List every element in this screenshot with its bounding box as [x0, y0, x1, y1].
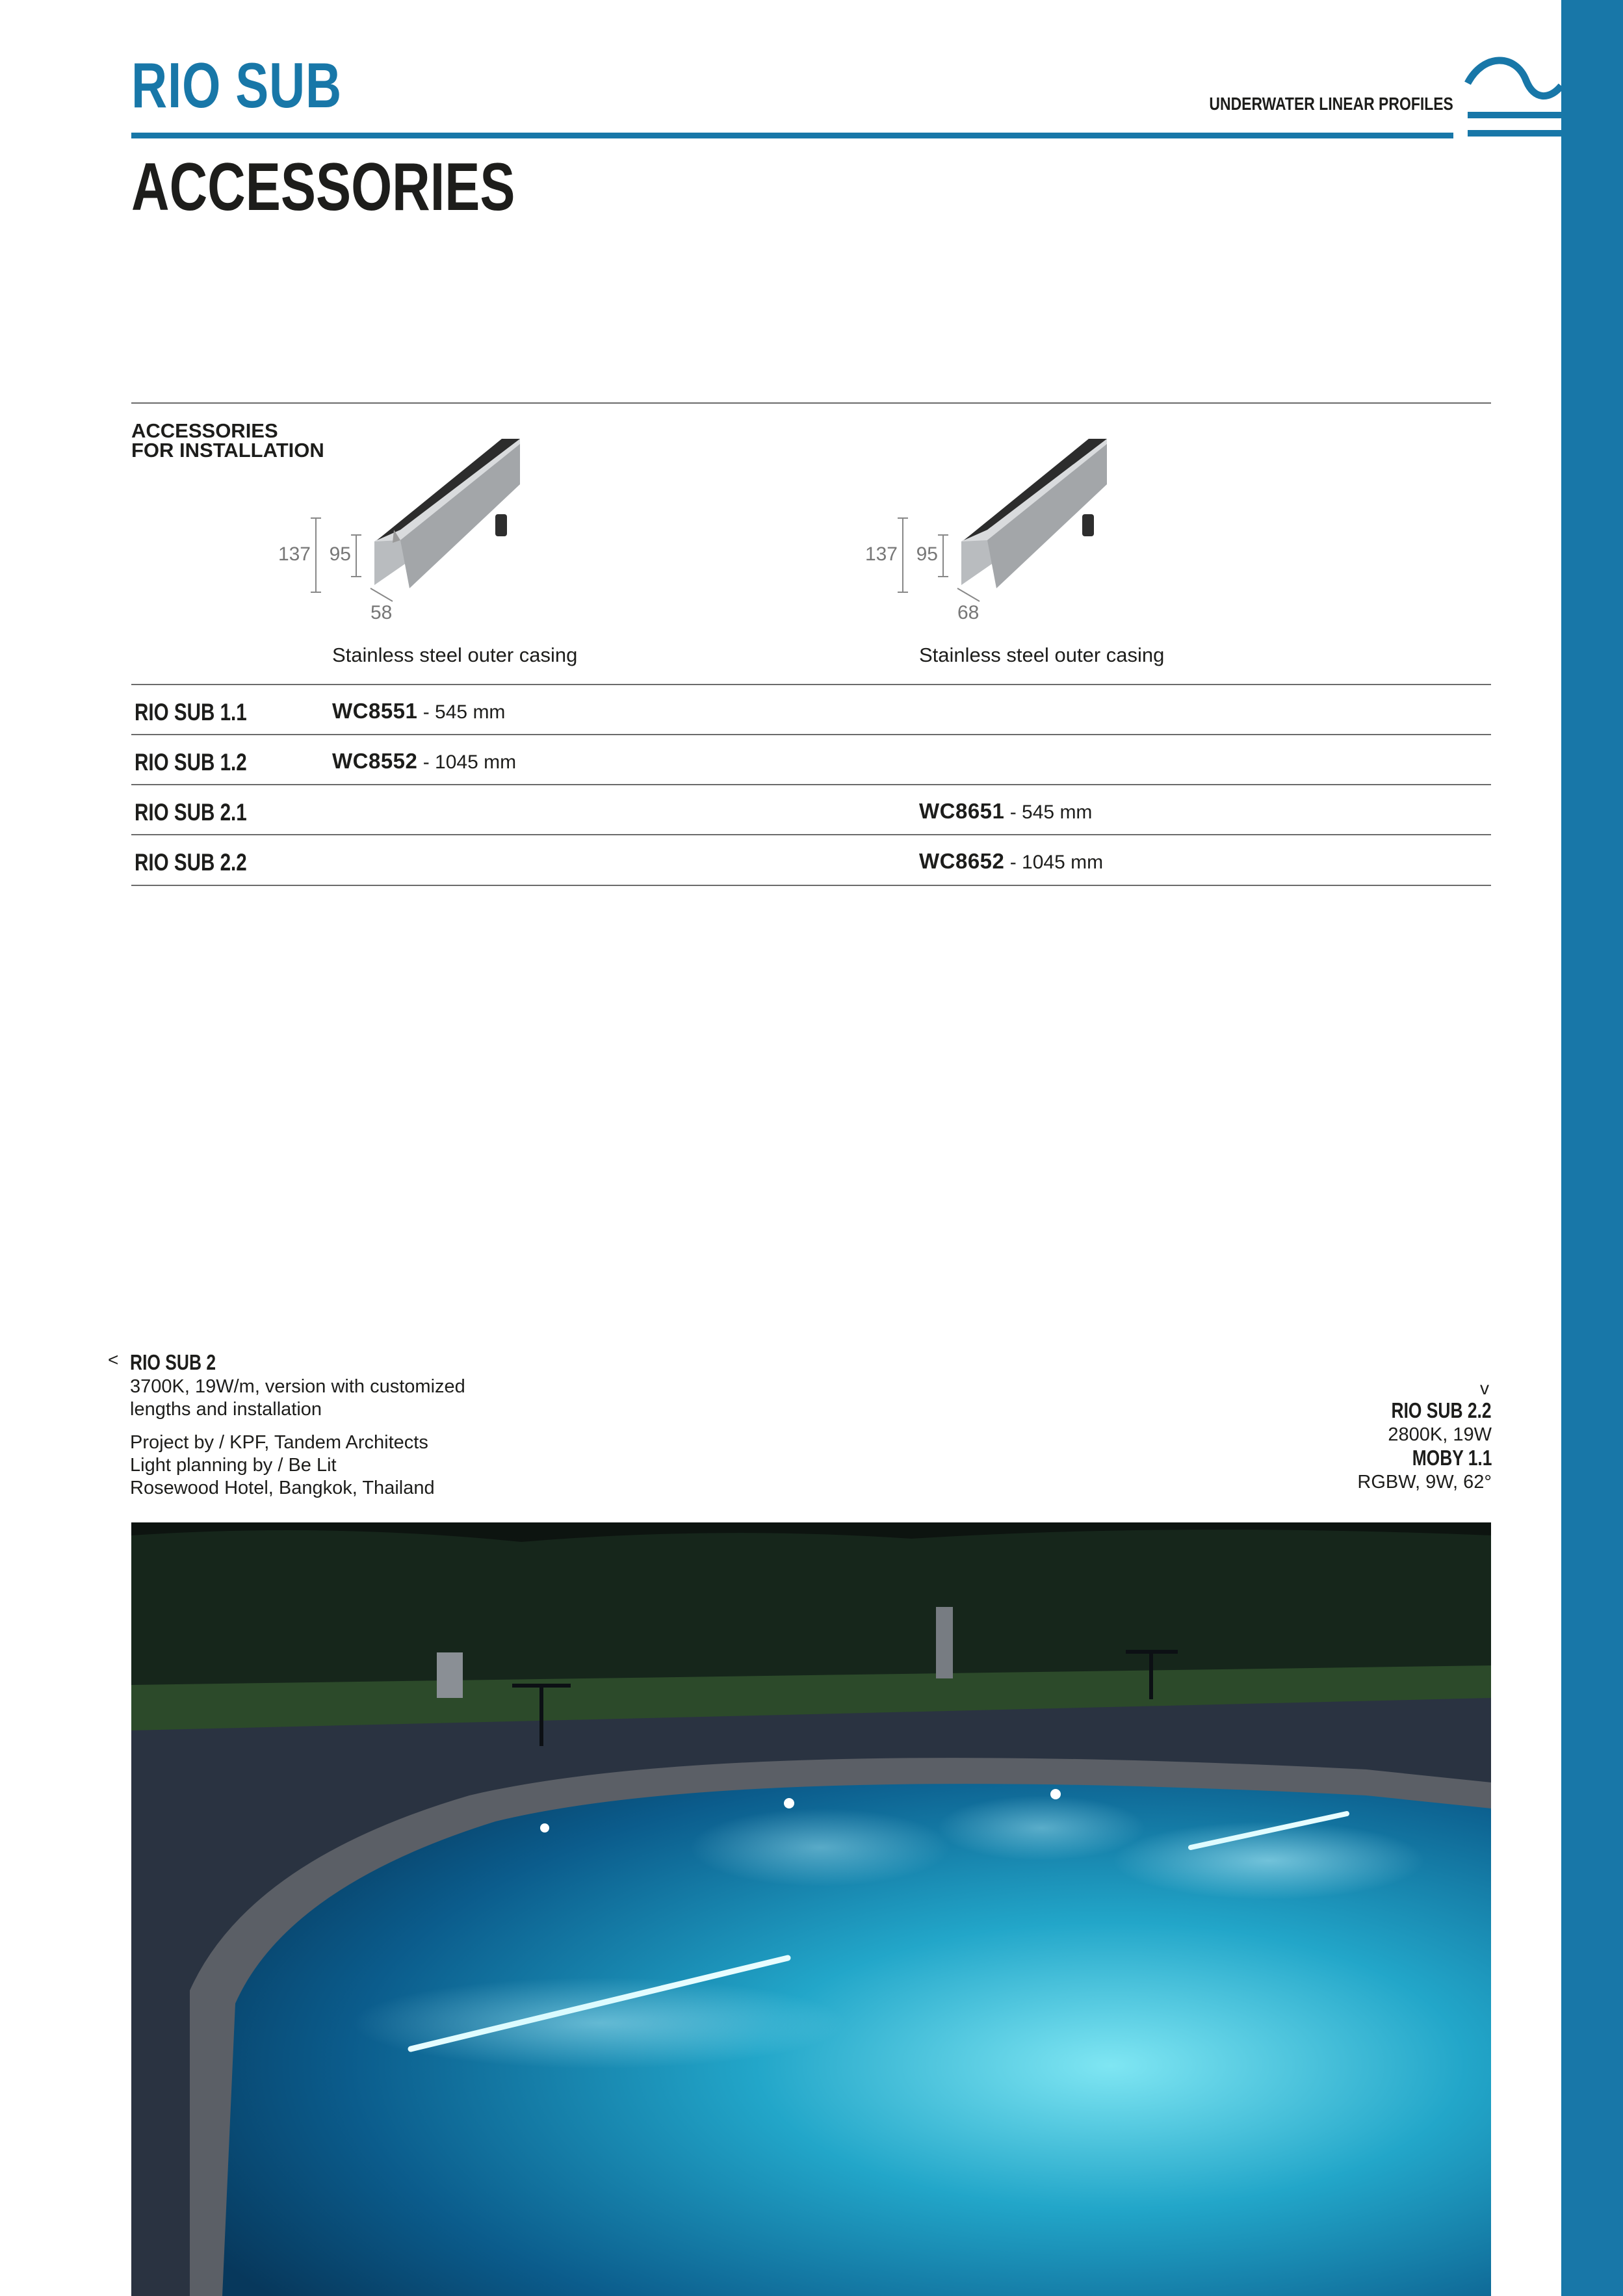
row-label-rio-sub-2-1: RIO SUB 2.1 — [135, 799, 247, 826]
down-arrow-icon: v — [1480, 1378, 1489, 1398]
caption-product-name: RIO SUB 2 — [130, 1350, 216, 1374]
photo-caption-right — [1357, 1399, 1492, 1494]
table-bottom-rule — [131, 885, 1491, 886]
profile-drawing-1 — [273, 432, 533, 634]
dim-height-inner: 95 — [329, 543, 351, 565]
caption-location: Rosewood Hotel, Bangkok, Thailand — [130, 1478, 435, 1498]
page-heading: ACCESSORIES — [131, 150, 515, 225]
product-caption-2: Stainless steel outer casing — [919, 644, 1165, 666]
photo-caption-left — [130, 1351, 465, 1500]
row-rule — [131, 684, 1491, 685]
caption-product-name: RIO SUB 2.2 — [1391, 1398, 1492, 1422]
wave-logo-icon — [1464, 55, 1561, 140]
row-label-rio-sub-1-2: RIO SUB 1.2 — [135, 749, 247, 776]
product-caption-1: Stainless steel outer casing — [332, 644, 578, 666]
row-rule — [131, 834, 1491, 835]
caption-spec: 2800K, 19W — [1388, 1424, 1492, 1445]
caption-spec-line-1: 3700K, 19W/m, version with customized — [130, 1376, 465, 1397]
product-length: - 545 mm — [417, 701, 506, 723]
dim-height-total: 137 — [278, 543, 311, 565]
row-value-3 — [919, 799, 1092, 824]
dim-width: 58 — [370, 602, 393, 623]
header-rule — [131, 133, 1453, 138]
pool-photo — [131, 1522, 1491, 2296]
product-code: WC8551 — [332, 699, 418, 723]
caption-project: Project by / KPF, Tandem Architects — [130, 1432, 428, 1453]
product-code: WC8651 — [919, 799, 1005, 823]
row-value-4 — [919, 849, 1103, 874]
row-value-1 — [332, 699, 505, 724]
dim-height-total: 137 — [864, 543, 898, 565]
accessories-title: ACCESSORIES FOR INSTALLATION — [131, 419, 324, 462]
product-code: WC8552 — [332, 749, 418, 773]
product-code: WC8652 — [919, 849, 1005, 873]
caption-spec: RGBW, 9W, 62° — [1357, 1472, 1492, 1493]
caption-spec-line-2: lengths and installation — [130, 1399, 322, 1420]
left-arrow-icon: < — [108, 1350, 119, 1370]
profile-drawing-2 — [860, 432, 1120, 634]
caption-product-name: MOBY 1.1 — [1412, 1446, 1492, 1470]
row-label-rio-sub-1-1: RIO SUB 1.1 — [135, 699, 247, 725]
section-label: UNDERWATER LINEAR PROFILES — [1209, 94, 1453, 114]
dim-height-inner: 95 — [916, 543, 938, 565]
caption-lighting: Light planning by / Be Lit — [130, 1455, 337, 1476]
dim-width: 68 — [957, 602, 980, 623]
row-rule — [131, 784, 1491, 785]
side-bar — [1561, 0, 1623, 2296]
brand-title: RIO SUB — [131, 49, 342, 121]
product-length: - 1045 mm — [1004, 852, 1104, 873]
row-label-rio-sub-2-2: RIO SUB 2.2 — [135, 849, 247, 876]
table-top-rule — [131, 402, 1491, 404]
product-length: - 1045 mm — [417, 751, 517, 773]
row-value-2 — [332, 749, 516, 774]
row-rule — [131, 734, 1491, 735]
product-length: - 545 mm — [1004, 802, 1093, 823]
